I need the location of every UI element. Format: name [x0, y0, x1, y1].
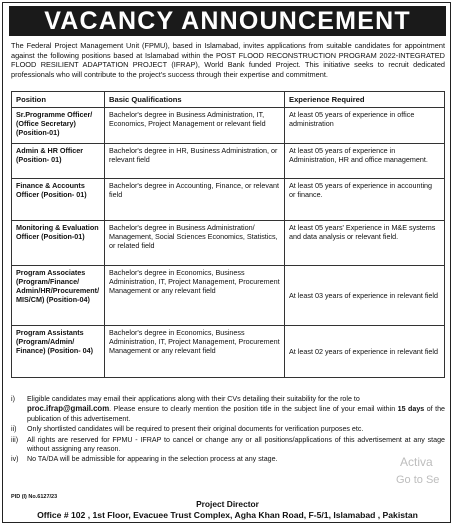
qualification-cell: Bachelor's degree in Economics, Business Administration, IT, Project Management, Procurement Management or any relevant field — [105, 266, 285, 326]
note-number: i) — [11, 395, 15, 403]
table-row — [12, 221, 445, 266]
note-number: iv) — [11, 455, 19, 464]
position-cell: Sr.Programme Officer/ (Office Secretary) (Position-01) — [12, 108, 105, 144]
note-text: All rights are reserved for FPMU - IFRAP to cancel or change any or all positions/applications of this advertisement at any stage without assigning any reason. — [27, 435, 445, 454]
page-title: VACANCY ANNOUNCEMENT — [9, 6, 446, 36]
vacancy-table — [11, 91, 445, 378]
table-row — [12, 266, 445, 326]
qualification-cell: Bachelor's degree in Economics, Business Administration, IT, Project Management, Procurement Management or any relevant field — [105, 326, 285, 378]
note-text-part: . Please ensure to clearly mention the position title in the subject line of your email within — [109, 405, 396, 414]
header-position: Position — [12, 92, 105, 108]
position-cell: Finance & Accounts Officer (Position- 01) — [12, 179, 105, 221]
activation-watermark-line1: Activa — [400, 455, 433, 469]
pid-number: PID (I) No.6127/23 — [11, 494, 58, 500]
experience-cell: At least 05 years of experience in office administration — [285, 108, 445, 144]
notes-list — [11, 395, 445, 466]
intro-paragraph: The Federal Project Management Unit (FPMU), based in Islamabad, invites applications from suitable candidates for appointment against the following positions based at Islamabad within the POST FLOOD RECONSTRUCTION PROGRAM 2022-INTEGRATED FLOOD RESILIENT ADAPTATION PROJECT (IFRAP), World Bank funded Project. This initiative seeks to recruit dedicated professionals who will contribute to the project's success through their expertise and commitment. — [11, 41, 445, 79]
note-text: No TA/DA will be admissible for appearing in the selection process at any stage. — [27, 455, 278, 464]
table-row — [12, 179, 445, 221]
note-number: iii) — [11, 435, 19, 444]
experience-cell: At least 05 years' Experience in M&E systems and data analysis or relevant field. — [285, 221, 445, 266]
note-item — [11, 395, 445, 424]
office-address: Office # 102 , 1st Floor, Evacuee Trust Complex, Agha Khan Road, F-5/1, Islamabad , Pakistan — [37, 510, 418, 520]
note-text — [27, 395, 445, 424]
qualification-cell: Bachelor's degree in Business Administration/ Management, Social Sciences Economics, Statistics, or related field — [105, 221, 285, 266]
qualification-cell: Bachelor's degree in Business Administration, IT, Economics, Project Management or relevant field — [105, 108, 285, 144]
project-director-title: Project Director — [196, 499, 259, 509]
position-cell: Program Assistants (Program/Admin/ Finance) (Position- 04) — [12, 326, 105, 378]
activation-watermark-line2: Go to Se — [396, 474, 440, 486]
note-text-part: of the publication of this advertisement. — [27, 405, 445, 423]
advertisement-page — [2, 2, 451, 523]
header-qualifications: Basic Qualifications — [105, 92, 285, 108]
position-cell: Monitoring & Evaluation Officer (Position-01) — [12, 221, 105, 266]
application-email-link[interactable]: proc.ifrap@gmail.com — [27, 404, 110, 414]
note-item — [11, 455, 445, 464]
qualification-cell: Bachelor's degree in HR, Business Administration, or relevant field — [105, 144, 285, 179]
table-row — [12, 326, 445, 378]
qualification-cell: Bachelor's degree in Accounting, Finance, or relevant field — [105, 179, 285, 221]
table-row — [12, 144, 445, 179]
table-header-row — [12, 92, 445, 108]
note-item — [11, 436, 445, 455]
deadline-days: 15 days — [397, 405, 425, 414]
experience-cell: At least 03 years of experience in relevant field — [285, 266, 445, 326]
position-cell: Program Associates (Program/Finance/ Admin/HR/Procurement/ MIS/CM) (Position-04) — [12, 266, 105, 326]
note-text: Only shortlisted candidates will be required to present their original documents for verification purposes etc. — [27, 425, 364, 434]
experience-cell: At least 05 years of experience in accounting or finance. — [285, 179, 445, 221]
table-row — [12, 108, 445, 144]
note-text-part: Eligible candidates may email their applications along with their CVs detailing their suitability for the role to — [27, 395, 360, 403]
header-experience: Experience Required — [285, 92, 445, 108]
experience-cell: At least 05 years of experience in Administration, HR and office management. — [285, 144, 445, 179]
note-number: ii) — [11, 425, 17, 434]
experience-cell: At least 02 years of experience in relevant field — [285, 326, 445, 378]
note-item — [11, 425, 445, 434]
position-cell: Admin & HR Officer (Position- 01) — [12, 144, 105, 179]
